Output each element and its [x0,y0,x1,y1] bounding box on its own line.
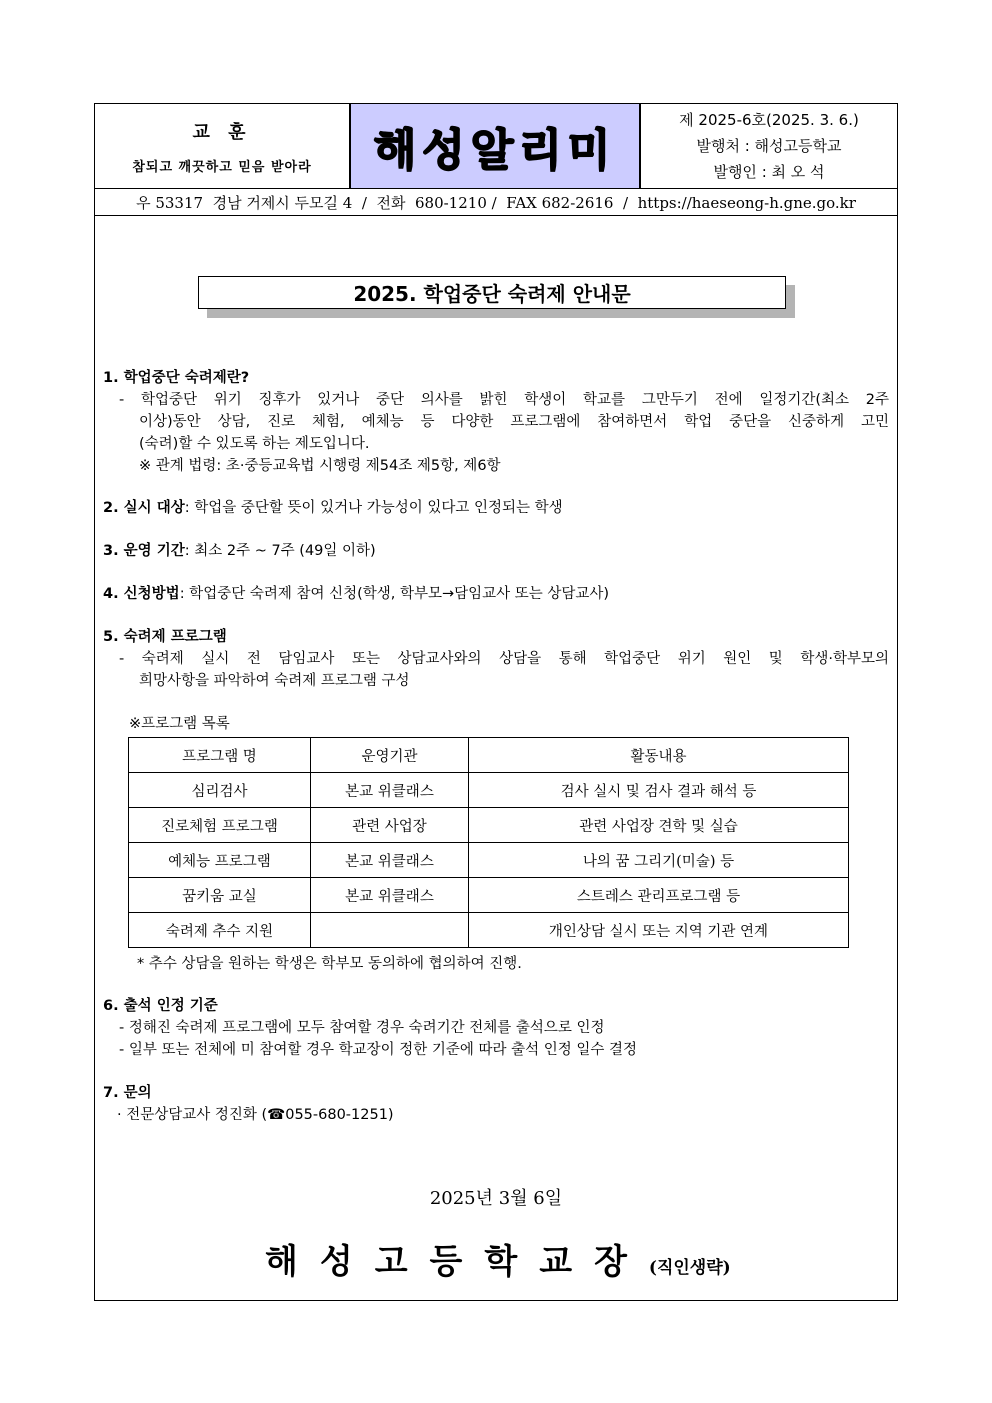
title-box [198,276,786,309]
table-cell: 개인상담 실시 또는 지역 기관 연계 [469,913,849,948]
table-row [129,773,849,808]
section-2 [103,496,563,517]
section-1-heading: 1. 학업중단 숙려제란? [103,370,250,386]
school-motto-block [95,104,351,188]
issue-number: 제 2025-6호(2025. 3. 6.) [679,111,859,129]
section-1-body-line2: 이상)동안 상담, 진로 체험, 예체능 등 다양한 프로그램에 참여하면서 학업 중단을 신중하게 고민 [139,414,889,430]
issue-date: 2025년 3월 6일 [429,1188,563,1209]
document-title: 2025. 학업중단 숙려제 안내문 [198,276,786,309]
table-cell: 숙려제 추수 지원 [129,913,311,948]
table-row [129,808,849,843]
section-1-law-note: ※ 관계 법령: 초·중등교육법 시행령 제54조 제5항, 제6항 [139,458,501,474]
signature [265,1234,731,1283]
table-cell: 꿈키움 교실 [129,878,311,913]
motto-text: 참되고 깨끗하고 믿음 받아라 [132,159,312,175]
table-cell: 나의 꿈 그리기(미술) 등 [469,843,849,878]
table-cell: 스트레스 관리프로그램 등 [469,878,849,913]
table-cell [311,913,469,948]
table-cell: 본교 위클래스 [311,843,469,878]
section-5-body-line1: - 숙려제 실시 전 담임교사 또는 상담교사와의 상담을 통해 학업중단 위기 원인 및 학생·학부모의 [119,651,889,667]
section-3-text: : 최소 2주 ~ 7주 (49일 이하) [184,543,376,559]
seal-omitted: (직인생략) [648,1258,731,1278]
masthead [95,104,897,189]
program-table [128,737,849,948]
section-6-heading: 6. 출석 인정 기준 [103,998,218,1014]
table-header-row [129,738,849,773]
section-1-body-line3: (숙려)할 수 있도록 하는 제도입니다. [139,436,370,452]
table-row [129,913,849,948]
table-header: 프로그램 명 [129,738,311,773]
section-4-text: : 학업중단 숙려제 참여 신청(학생, 학부모→담임교사 또는 상담교사) [179,586,610,602]
table-cell: 진로체험 프로그램 [129,808,311,843]
section-7-heading: 7. 문의 [103,1085,152,1101]
program-list-label: ※프로그램 목록 [129,716,230,732]
section-2-label: 2. 실시 대상 [103,500,185,516]
table-cell: 심리검사 [129,773,311,808]
publisher: 발행처 : 해성고등학교 [696,137,842,155]
table-cell: 본교 위클래스 [311,878,469,913]
newsletter-logo-block [351,104,641,188]
contact-info: · 전문상담교사 정진화 (☎055-680-1251) [117,1107,394,1123]
section-1-body-line1: - 학업중단 위기 징후가 있거나 중단 의사를 밝힌 학생이 학교를 그만두기 전에 일정기간(최소 2주 [119,392,889,408]
section-3 [103,539,376,560]
table-header: 운영기관 [311,738,469,773]
section-4 [103,582,609,603]
issuer: 발행인 : 최 오 석 [713,163,825,181]
section-4-label: 4. 신청방법 [103,586,180,602]
section-3-label: 3. 운영 기간 [103,543,185,559]
program-footnote: * 추수 상담을 원하는 학생은 학부모 동의하에 협의하여 진행. [137,956,522,972]
table-cell: 예체능 프로그램 [129,843,311,878]
motto-title: 교 훈 [192,121,252,143]
section-5-heading: 5. 숙려제 프로그램 [103,629,227,645]
document-page [94,103,898,1301]
principal-title: 해성고등학교장 [265,1242,649,1282]
address-bar: 우 53317 경남 거제시 두모길 4 / 전화 680-1210 / FAX 682-2616 / https://haeseong-h.gne.go.kr [95,189,897,216]
newsletter-logo: 해성알리미 [373,125,617,176]
table-row [129,878,849,913]
section-2-text: : 학업을 중단할 뜻이 있거나 가능성이 있다고 인정되는 학생 [184,500,563,516]
section-5-body-line2: 희망사항을 파악하여 숙려제 프로그램 구성 [139,673,410,689]
table-cell: 본교 위클래스 [311,773,469,808]
table-row [129,843,849,878]
section-6-line1: - 정해진 숙려제 프로그램에 모두 참여할 경우 숙려기간 전체를 출석으로 인정 [119,1020,605,1036]
table-cell: 관련 사업장 [311,808,469,843]
table-cell: 관련 사업장 견학 및 실습 [469,808,849,843]
issue-info-block [641,104,897,188]
table-header: 활동내용 [469,738,849,773]
table-cell: 검사 실시 및 검사 결과 해석 등 [469,773,849,808]
section-6-line2: - 일부 또는 전체에 미 참여할 경우 학교장이 정한 기준에 따라 출석 인정 일수 결정 [119,1042,637,1058]
